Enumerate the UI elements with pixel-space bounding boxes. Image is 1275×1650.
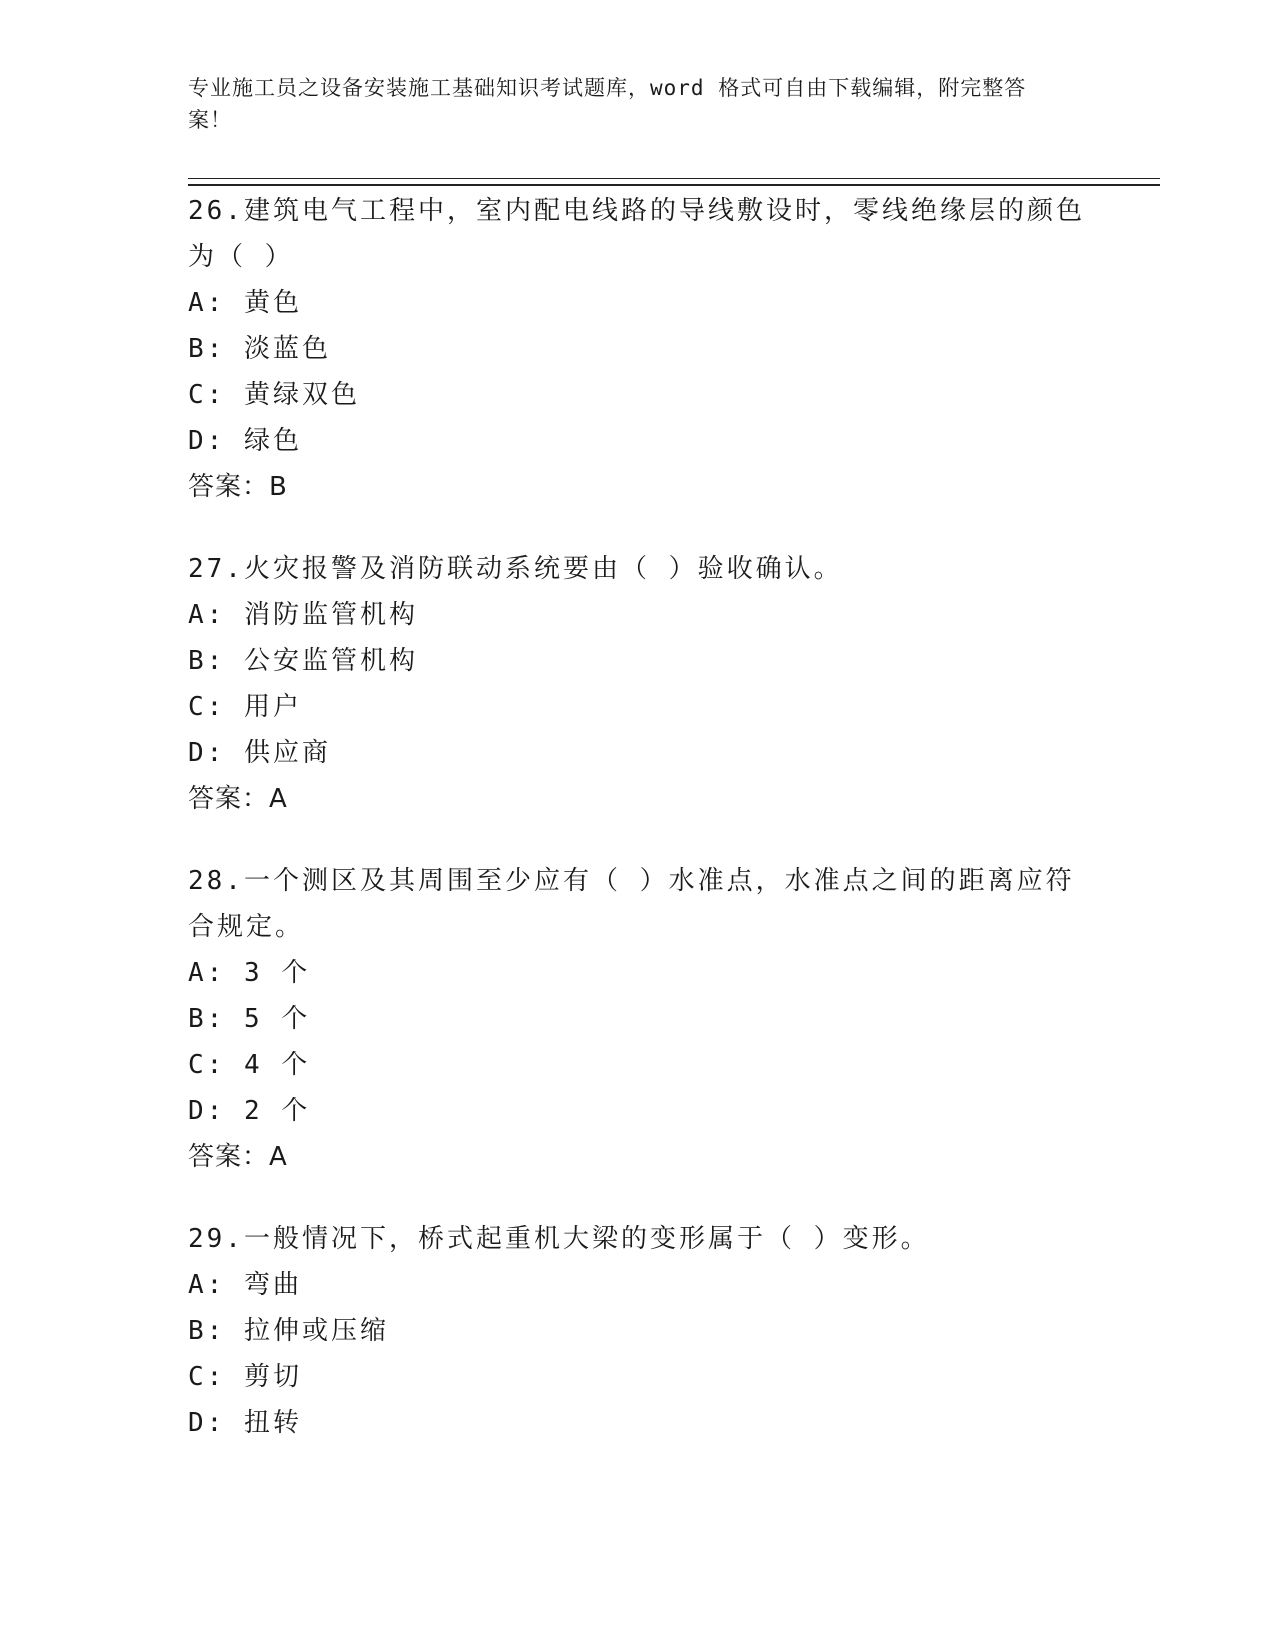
option-b: B: 公安监管机构 [188,646,418,676]
question-stem: 29.一般情况下，桥式起重机大梁的变形属于（ ）变形。 [188,1224,930,1254]
option-a: A: 黄色 [188,288,302,318]
question-26 [188,188,1088,510]
question-stem: 26.建筑电气工程中，室内配电线路的导线敷设时，零线绝缘层的颜色为（ ） [188,196,1085,272]
answer-line: 答案：A [188,1142,288,1172]
option-b: B: 拉伸或压缩 [188,1316,389,1346]
option-a: A: 弯曲 [188,1270,302,1300]
option-b: B: 淡蓝色 [188,334,331,364]
question-28 [188,858,1088,1180]
question-stem: 28.一个测区及其周围至少应有（ ）水准点，水准点之间的距离应符合规定。 [188,866,1075,942]
header-text: 专业施工员之设备安装施工基础知识考试题库，word 格式可自由下载编辑，附完整答案！ [188,76,1027,132]
question-list [188,188,1088,1482]
option-c: C: 黄绿双色 [188,380,360,410]
option-c: C: 4 个 [188,1050,311,1080]
option-d: D: 绿色 [188,426,302,456]
document-header [188,72,1068,136]
answer-line: 答案：B [188,472,288,502]
header-divider [188,178,1160,186]
option-d: D: 2 个 [188,1096,311,1126]
answer-line: 答案：A [188,784,288,814]
option-c: C: 用户 [188,692,302,722]
option-a: A: 3 个 [188,958,311,988]
option-b: B: 5 个 [188,1004,311,1034]
question-stem: 27.火灾报警及消防联动系统要由（ ）验收确认。 [188,554,843,584]
option-d: D: 扭转 [188,1408,302,1438]
question-29 [188,1216,1088,1446]
option-d: D: 供应商 [188,738,331,768]
option-c: C: 剪切 [188,1362,302,1392]
option-a: A: 消防监管机构 [188,600,418,630]
question-27 [188,546,1088,822]
